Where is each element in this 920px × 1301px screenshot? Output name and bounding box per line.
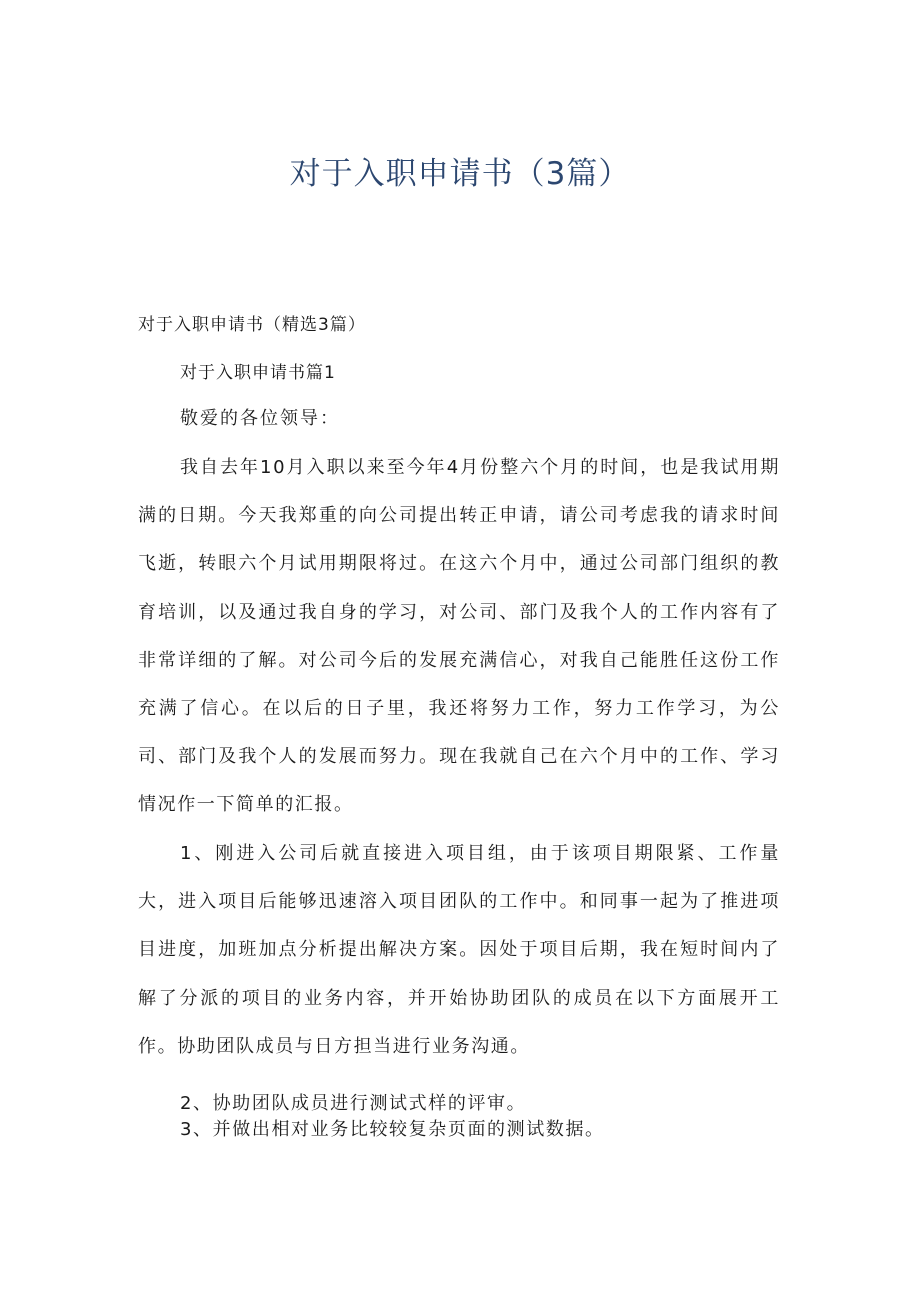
list-item: 2、协助团队成员进行测试式样的评审。: [180, 1093, 527, 1114]
section-heading: 对于入职申请书篇1: [180, 363, 336, 383]
body-paragraph: 我自去年10月入职以来至今年4月份整六个月的时间，也是我试用期满的日期。今天我郑重的向公司提出转正申请，请公司考虑我的请求时间飞逝，转眼六个月试用期限将过。在这六个月中，通过公司部门组织的教育培训，以及通过我自身的学习，对公司、部门及我个人的工作内容有了非常详细的了解。对公司今后的发展充满信心，对我自己能胜任这份工作充满了信心。在以后的日子里，我还将努力工作，努力工作学习，为公司、部门及我个人的发展而努力。现在我就自己在六个月中的工作、学习情况作一下简单的汇报。: [138, 457, 780, 816]
document-title: 对于入职申请书（3篇）: [289, 156, 631, 192]
body-paragraph: 1、刚进入公司后就直接进入项目组，由于该项目期限紧、工作量大，进入项目后能够迅速溶入项目团队的工作中。和同事一起为了推进项目进度，加班加点分析提出解决方案。因处于项目后期，我在短时间内了解了分派的项目的业务内容，并开始协助团队的成员在以下方面展开工作。协助团队成员与日方担当进行业务沟通。: [138, 843, 780, 1057]
document-subtitle: 对于入职申请书（精选3篇）: [138, 315, 366, 335]
list-item: 3、并做出相对业务比较较复杂页面的测试数据。: [180, 1119, 605, 1140]
salutation: 敬爱的各位领导：: [180, 408, 340, 429]
